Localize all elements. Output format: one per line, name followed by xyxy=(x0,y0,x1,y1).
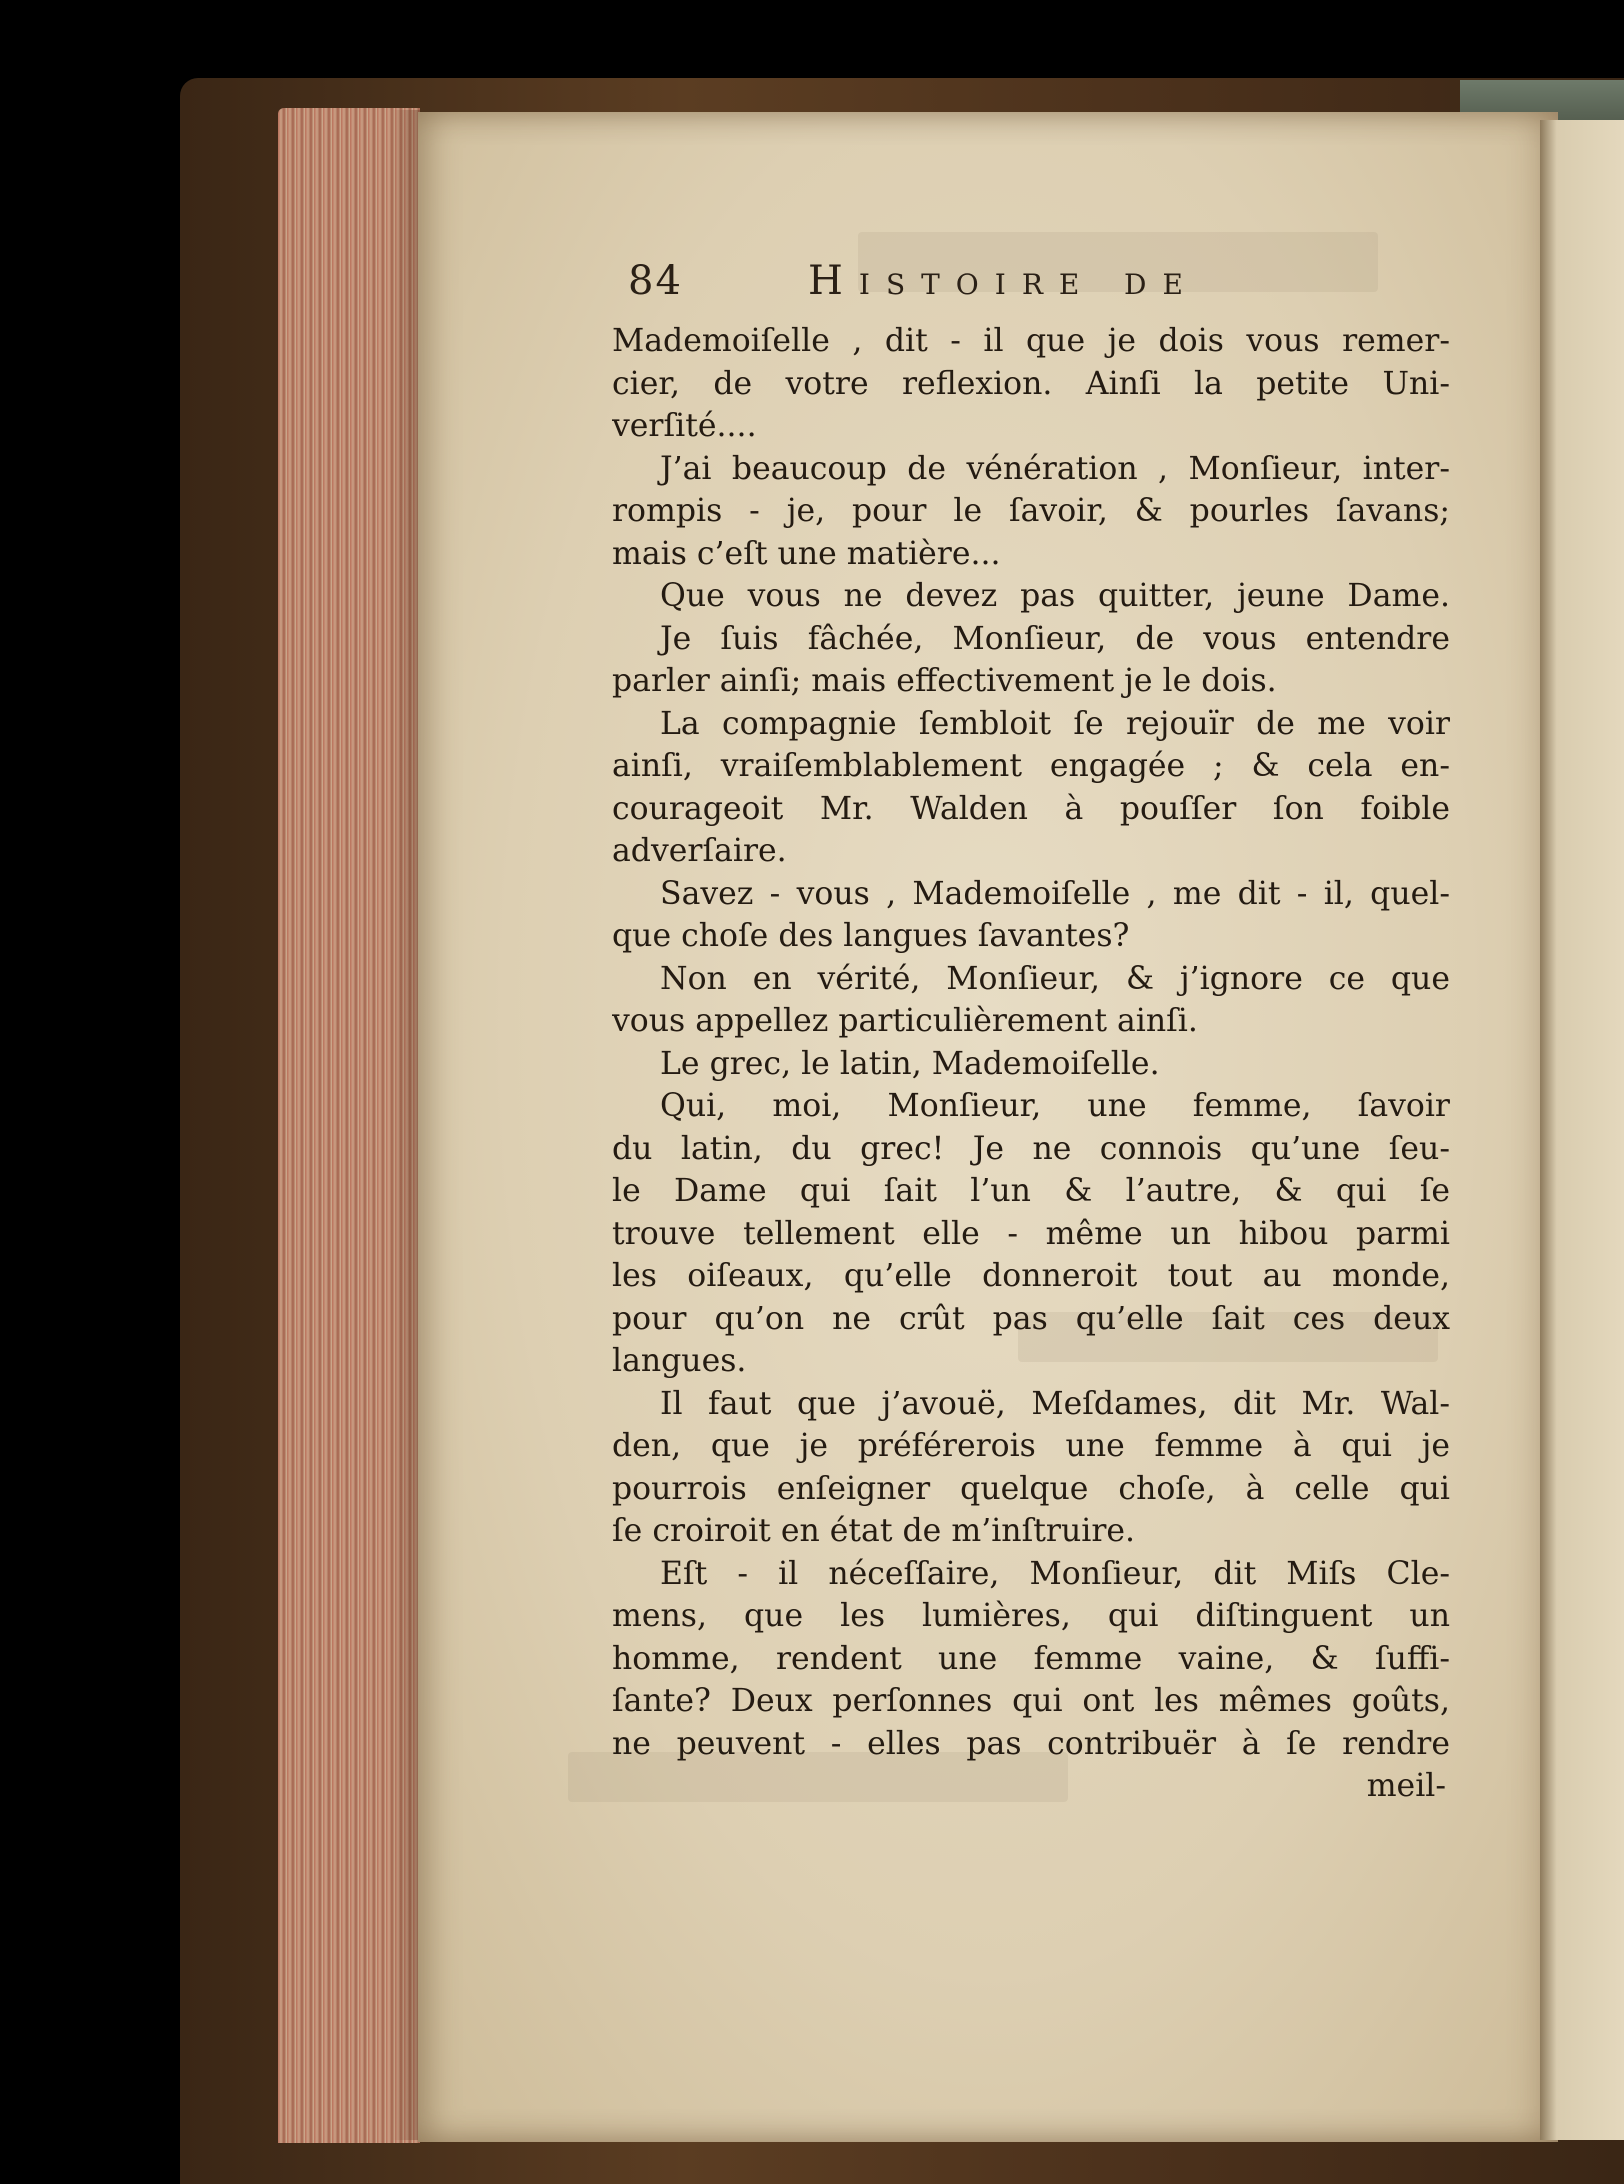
text-line: vous appellez particulièrement ainſi. xyxy=(612,1003,1198,1039)
text-line: ne peuvent - elles pas contribuër à ſe rendre xyxy=(612,1725,1450,1762)
text-line: ainſi, vraiſemblablement engagée ; & cela en- xyxy=(612,748,1450,784)
text-line: que choſe des langues ſavantes? xyxy=(612,918,1130,954)
text-line: meil- xyxy=(1366,1768,1446,1804)
text-line: courageoit Mr. Walden à pouſſer ſon foible xyxy=(612,790,1450,827)
text-line: les oiſeaux, qu’elle donneroit tout au monde, xyxy=(612,1258,1450,1294)
text-line: le Dame qui ſait l’un & l’autre, & qui ſe xyxy=(612,1173,1450,1209)
text-line: mais c’eſt une matière... xyxy=(612,535,1001,572)
running-head xyxy=(628,258,1448,318)
running-head-title: Histoire de xyxy=(808,258,1199,304)
text-line: ſe croiroit en état de m’inſtruire. xyxy=(612,1513,1136,1549)
text-line: pour qu’on ne crût pas qu’elle ſait ces deux xyxy=(612,1300,1450,1337)
text-line: homme, rendent une femme vaine, & ſuffi- xyxy=(612,1640,1450,1677)
text-line: parler ainſi; mais effectivement je le dois. xyxy=(612,663,1277,699)
text-line: mens, que les lumières, qui diſtinguent un xyxy=(612,1598,1450,1634)
text-line: Non en vérité, Monſieur, & j’ignore ce que xyxy=(660,960,1450,997)
text-line: rompis - je, pour le ſavoir, & pourles ſavans; xyxy=(612,493,1450,529)
text-line: Savez - vous , Mademoiſelle , me dit - il, quel- xyxy=(660,875,1450,912)
text-line: Mademoiſelle , dit - il que je dois vous remer- xyxy=(612,323,1450,359)
text-line: cier, de votre reflexion. Ainſi la petite Uni- xyxy=(612,365,1450,402)
text-line: ſante? Deux perſonnes qui ont les mêmes goûts, xyxy=(612,1683,1450,1719)
text-line: Eſt - il néceſſaire, Monſieur, dit Miſs Cle- xyxy=(660,1555,1450,1592)
text-line: Il faut que j’avouë, Meſdames, dit Mr. Wal- xyxy=(660,1385,1450,1422)
text-line: Qui, moi, Monſieur, une femme, ſavoir xyxy=(660,1088,1450,1124)
text-line: langues. xyxy=(612,1343,747,1379)
text-line: J’ai beaucoup de vénération , Monſieur, inter- xyxy=(660,450,1450,487)
text-line: den, que je préférerois une femme à qui je xyxy=(612,1428,1450,1464)
text-line: du latin, du grec! Je ne connois qu’une ſeu- xyxy=(612,1130,1450,1167)
facing-page-edge xyxy=(1540,120,1624,2140)
gutter-shadow xyxy=(390,110,420,2140)
text-line: La compagnie ſembloit ſe rejouïr de me voir xyxy=(660,705,1450,742)
text-line: trouve tellement elle - même un hibou parmi xyxy=(612,1215,1450,1252)
page-number: 84 xyxy=(628,258,683,304)
text-line: pourrois enſeigner quelque choſe, à celle qui xyxy=(612,1470,1450,1507)
text-line: Je ſuis fâchée, Monſieur, de vous entendre xyxy=(660,620,1450,657)
text-line: Que vous ne devez pas quitter, jeune Dame. xyxy=(660,578,1450,614)
text-line: Le grec, le latin, Mademoiſelle. xyxy=(660,1045,1160,1082)
body-text xyxy=(612,320,1450,1808)
text-line: adverſaire. xyxy=(612,833,787,869)
text-line: verſité.... xyxy=(612,408,757,444)
